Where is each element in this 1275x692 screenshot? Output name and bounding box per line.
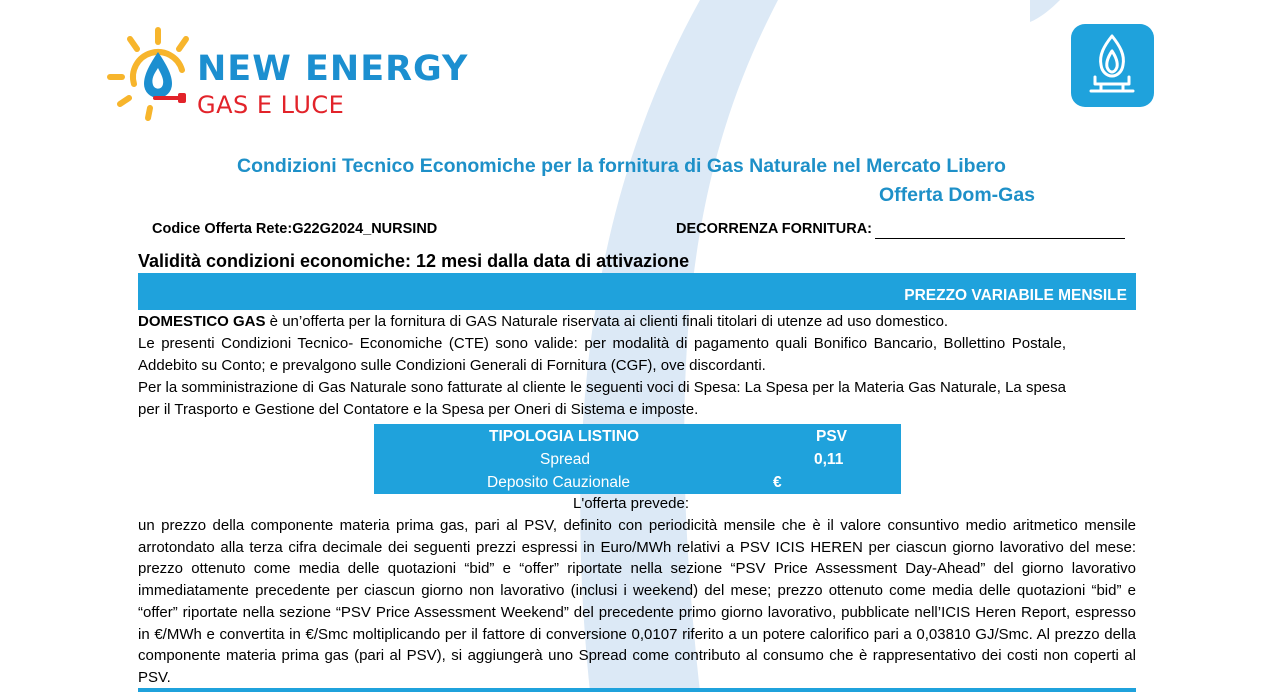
document-title: Condizioni Tecnico Economiche per la fornitura di Gas Naturale nel Mercato Libero <box>237 155 1006 177</box>
price-type-bar <box>138 273 1136 310</box>
gas-flame-icon <box>1071 24 1154 107</box>
listino-header-value: PSV <box>816 428 848 445</box>
intro-paragraph-3: Per la somministrazione di Gas Naturale sono fatturate al cliente le seguenti voci di Spesa: La Spesa per la Materia Gas Naturale, La spesa per il Trasporto e Gestione del Contatore e la Spesa per Oneri di Sistema e imposte. <box>138 379 1066 418</box>
intro-paragraph-2: Le presenti Condizioni Tecnico- Economiche (CTE) sono valide: per modalità di pagamento quali Bonifico Bancario, Bollettino Postale, Addebito su Conto; e prevalgono sulle Condizioni Generali di Fornitura (CGF), ove discordanti. <box>138 335 1066 374</box>
offer-name: Offerta Dom-Gas <box>879 184 1036 206</box>
deposit-value: € <box>773 474 782 491</box>
product-name: DOMESTICO GAS <box>138 313 266 330</box>
intro-paragraph-1 <box>138 311 1066 333</box>
brand-name-line2: GAS E LUCE <box>197 91 345 119</box>
offer-code: Codice Offerta Rete:G22G2024_NURSIND <box>152 221 438 237</box>
sun-drop-logo-icon <box>100 22 195 127</box>
validity-statement: Validità condizioni economiche: 12 mesi dalla data di attivazione <box>138 251 690 271</box>
brand-logo <box>100 22 480 127</box>
gas-flame-badge <box>1071 24 1154 107</box>
deposit-label: Deposito Cauzionale <box>487 474 631 491</box>
offer-heading: L'offerta prevede: <box>573 495 690 512</box>
brand-name-line1: NEW ENERGY <box>197 49 469 89</box>
spread-label: Spread <box>540 451 590 468</box>
offer-description: un prezzo della componente materia prima gas, pari al PSV, definito con periodicità mensile che è il valore consuntivo medio aritmetico mensile arrotondato alla terza cifra decimale dei seguenti prezzi espressi in Euro/MWh relativi a PSV ICIS HEREN per ciascun giorno lavorativo del mese: prezzo ottenuto come media delle quotazioni “bid” e “offer” riportate nella sezione “PSV Price Assessment Day-Ahead” del giorno lavorativo immediatamente precedente per ciascun giorno non lavorativo (inclusi i weekend) del mese; prezzo ottenuto come media delle quotazioni “bid” e “offer” riportate nella sezione “PSV Price Assessment Weekend” del precedente primo giorno lavorativo, pubblicate nell’ICIS Heren Report, espresso in €/MWh e convertita in €/Smc moltiplicando per il fattore di conversione 0,0107 riferito a un potere calorifico pari a 0,03810 GJ/Smc. Al prezzo della componente materia prima gas (pari al PSV), si aggiungerà uno Spread come contributo al consumo che è rappresentativo dei costi non coperti al PSV. <box>138 517 1136 686</box>
spread-value: 0,11 <box>814 451 844 468</box>
supply-start-label: DECORRENZA FORNITURA: <box>676 221 873 237</box>
bottom-divider-bar <box>138 688 1136 692</box>
product-description: è un’offerta per la fornitura di GAS Naturale riservata ai clienti finali titolari di utenze ad uso domestico. <box>265 313 949 330</box>
price-type-label: PREZZO VARIABILE MENSILE <box>904 287 1127 304</box>
listino-table <box>374 424 901 494</box>
listino-header-label: TIPOLOGIA LISTINO <box>489 428 640 445</box>
supply-start-field-line <box>875 238 1125 239</box>
